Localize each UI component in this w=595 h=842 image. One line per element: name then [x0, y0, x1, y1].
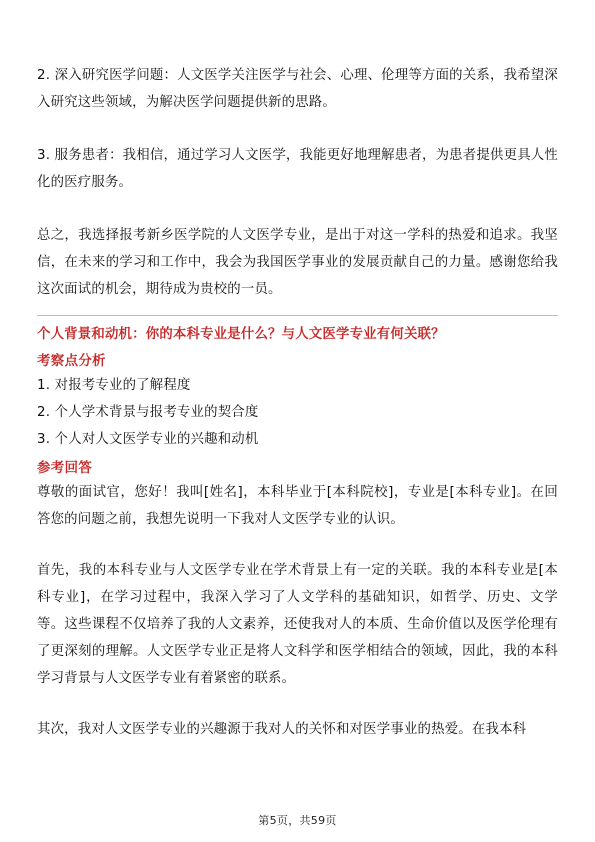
- answer-paragraph-second: 其次，我对人文医学专业的兴趣源于我对人的关怀和对医学事业的热爱。在我本科: [37, 722, 527, 737]
- answer-paragraph-first: 首先，我的本科专业与人文医学专业在学术背景上有一定的关联。我的本科专业是[本科专业]，在学习过程中，我深入学习了人文学科的基础知识，如哲学、历史、文学等。这些课程不仅培养了我的人文素养，还使我对人的本质、生命价值以及医学伦理有了更深刻的理解。人文医学专业正是将人文科学和医学相结合的领域，因此，我的本科学习背景与人文医学专业有着紧密的联系。: [37, 563, 558, 686]
- list-item: 3. 个人对人文医学专业的兴趣和动机: [37, 432, 259, 447]
- analysis-list: [37, 372, 558, 453]
- interview-question: 个人背景和动机：你的本科专业是什么？与人文医学专业有何关联？: [37, 327, 445, 342]
- analysis-heading: 考察点分析: [37, 354, 106, 369]
- answer-paragraph-intro: 尊敬的面试官，您好！我叫[姓名]，本科毕业于[本科院校]，专业是[本科专业]。在回答您的问题之前，我想先说明一下我对人文医学专业的认识。: [37, 485, 558, 527]
- page-content: [37, 62, 558, 743]
- list-item: 1. 对报考专业的了解程度: [37, 378, 191, 393]
- answer-heading: 参考回答: [37, 461, 93, 476]
- paragraph-serve-patients: 3. 服务患者：我相信，通过学习人文医学，我能更好地理解患者，为患者提供更具人性化的医疗服务。: [37, 148, 558, 190]
- page-number: 第5页，共59页: [258, 814, 337, 827]
- list-item: 2. 个人学术背景与报考专业的契合度: [37, 405, 259, 420]
- paragraph-research: 2. 深入研究医学问题：人文医学关注医学与社会、心理、伦理等方面的关系，我希望深入研究这些领域，为解决医学问题提供新的思路。: [37, 68, 558, 110]
- section-divider: [37, 315, 558, 316]
- paragraph-conclusion: 总之，我选择报考新乡医学院的人文医学专业，是出于对这一学科的热爱和追求。我坚信，在未来的学习和工作中，我会为我国医学事业的发展贡献自己的力量。感谢您给我这次面试的机会，期待成为贵校的一员。: [37, 228, 558, 297]
